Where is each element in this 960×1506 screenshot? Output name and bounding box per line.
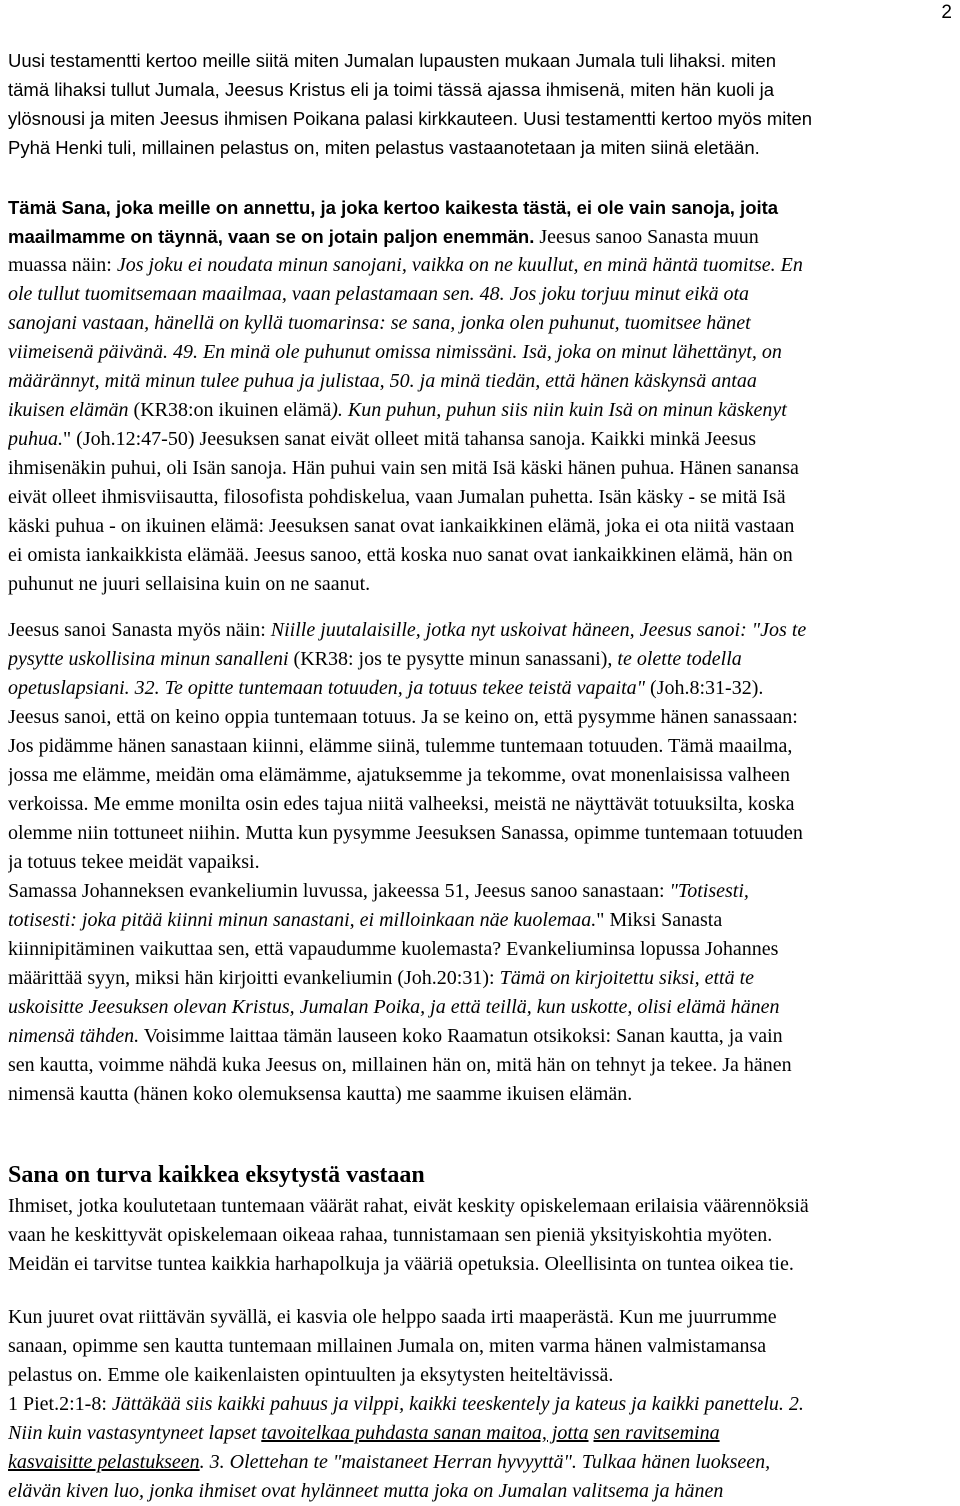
text-line: verkoissa. Me emme monilta osin edes tajua niitä valheeksi, meistä ne näyttävät totuuksilta, koska — [8, 793, 795, 815]
text-line: 1 Piet.2:1-8: Jättäkää siis kaikki pahuus ja vilppi, kaikki teeskentely ja kateus ja kaikki panettelu. 2. — [8, 1393, 804, 1415]
text-line: sanaan, opimme sen kautta tuntemaan millainen Jumala on, miten varma hänen valmistamansa — [8, 1335, 767, 1357]
text-line: viimeisenä päivänä. 49. En minä ole puhunut omissa nimissäni. Isä, joka on minut lähettänyt, on — [8, 341, 782, 363]
text-line: puhua." (Joh.12:47-50) Jeesuksen sanat eivät olleet mitä tahansa sanoja. Kaikki minkä Jeesus — [8, 428, 756, 450]
page-number: 2 — [941, 2, 952, 23]
text-line: pysytte uskollisina minun sanalleni (KR38: jos te pysytte minun sanassani), te olette todella — [8, 648, 742, 670]
text-line: nimensä tähden. Voisimme laittaa tämän lauseen koko Raamatun otsikoksi: Sanan kautta, ja vain — [8, 1025, 783, 1047]
text-line: uskoisitte Jeesuksen olevan Kristus, Jumalan Poika, ja että teillä, kun uskotte, olisi elämä hänen — [8, 996, 780, 1018]
text-line: Niin kuin vastasyntyneet lapset tavoitelkaa puhdasta sanan maitoa, jotta sen ravitsemina — [8, 1422, 720, 1444]
text-line: ei omista iankaikkista elämää. Jeesus sanoo, että koska nuo sanat ovat iankaikkinen elämä, hän on — [8, 544, 793, 566]
paragraph-truth — [8, 616, 956, 1109]
text-line: kiinnipitäminen vaikuttaa sen, että vapaudumme kuolemasta? Evankeliuminsa lopussa Johannes — [8, 938, 779, 960]
paragraph-word — [8, 193, 956, 599]
text-line: ikuisen elämän (KR38:on ikuinen elämä). Kun puhun, puhun siis niin kuin Isä on minun käskenyt — [8, 399, 787, 421]
text-line: totisesti: joka pitää kiinni minun sanastani, ei milloinkaan näe kuolemaa." Miksi Sanasta — [8, 909, 723, 931]
text-line: pelastus on. Emme ole kaikenlaisten opintuulten ja eksytysten heiteltävissä. — [8, 1364, 614, 1386]
text-line: maailmamme on täynnä, vaan se on jotain paljon enemmän. Jeesus sanoo Sanasta muun — [8, 226, 759, 248]
paragraph-counterfeit — [8, 1192, 956, 1279]
text-line: sen kautta, voimme nähdä kuka Jeesus on, millainen hän on, mitä hän on tehnyt ja tekee. Ja hänen — [8, 1054, 792, 1076]
text-line: vaan he keskittyvät opiskelemaan oikeaa rahaa, tunnistamaan sen pieniä yksityiskohtia myöten. — [8, 1224, 773, 1246]
section-heading: Sana on turva kaikkea eksytystä vastaan — [8, 1162, 425, 1188]
text-line: Meidän ei tarvitse tuntea kaikkia harhapolkuja ja vääriä opetuksia. Oleellisinta on tuntea oikea tie. — [8, 1253, 794, 1275]
paragraph-roots — [8, 1303, 956, 1506]
text-line: Jos pidämme hänen sanastaan kiinni, elämme siinä, tulemme tuntemaan totuuden. Tämä maailma, — [8, 735, 793, 757]
text-line: nimensä kautta (hänen koko olemuksensa kautta) me saamme ikuisen elämän. — [8, 1083, 633, 1105]
text-line: Samassa Johanneksen evankeliumin luvussa, jakeessa 51, Jeesus sanoo sanastaan: "Totisesti, — [8, 880, 749, 902]
text-line: Jeesus sanoi Sanasta myös näin: Niille juutalaisille, jotka nyt uskoivat häneen, Jeesus sanoi: "Jos te — [8, 619, 807, 641]
text-line: Pyhä Henki tuli, millainen pelastus on, miten pelastus vastaanotetaan ja miten siinä eletään. — [8, 137, 760, 158]
text-line: jossa me elämme, meidän oma elämämme, ajatuksemme ja tekomme, ovat monenlaisissa valheen — [8, 764, 790, 786]
text-line: kasvaisitte pelastukseen. 3. Olettehan te "maistaneet Herran hyvyyttä". Tulkaa hänen luokseen, — [8, 1451, 771, 1473]
text-line: ylösnousi ja miten Jeesus ihmisen Poikana palasi kirkkauteen. Uusi testamentti kertoo myös miten — [8, 108, 813, 129]
paragraph-intro — [8, 46, 956, 162]
text-line: käski puhua - on ikuinen elämä: Jeesuksen sanat ovat iankaikkinen elämä, joka ei ota niitä vastaan — [8, 515, 795, 537]
text-line: määrännyt, mitä minun tulee puhua ja julistaa, 50. ja minä tiedän, että hänen käskynsä antaa — [8, 370, 757, 392]
text-line: määrittää syyn, miksi hän kirjoitti evankeliumin (Joh.20:31): Tämä on kirjoitettu siksi, että te — [8, 967, 755, 989]
text-line: eivät olleet ihmisviisautta, filosofista pohdiskelua, vaan Jumalan puhetta. Isän käsky - se mitä Isä — [8, 486, 786, 508]
text-line: ihmisenäkin puhui, oli Isän sanoja. Hän puhui vain sen mitä Isä käski hänen puhua. Hänen sanansa — [8, 457, 799, 479]
text-line: opetuslapsiani. 32. Te opitte tuntemaan totuuden, ja totuus tekee teistä vapaita" (Joh.8:31-32). — [8, 677, 764, 699]
text-line: sanojani vastaan, hänellä on kyllä tuomarinsa: se sana, jonka olen puhunut, tuomitsee hänet — [8, 312, 751, 334]
text-line: olemme niin tottuneet niihin. Mutta kun pysymme Jeesuksen Sanassa, opimme tuntemaan totuuden — [8, 822, 803, 844]
text-line: puhunut ne juuri sellaisina kuin on ne saanut. — [8, 573, 371, 595]
text-line: ja totuus tekee meidät vapaiksi. — [8, 851, 260, 873]
text-line: tämä lihaksi tullut Jumala, Jeesus Kristus eli ja toimi tässä ajassa ihmisenä, miten hän kuoli ja — [8, 79, 775, 100]
text-line: Kun juuret ovat riittävän syvällä, ei kasvia ole helppo saada irti maaperästä. Kun me juurrumme — [8, 1306, 777, 1328]
text-line: muassa näin: Jos joku ei noudata minun sanojani, vaikka on ne kuullut, en minä häntä tuomitse. En — [8, 254, 803, 276]
text-line: ole tullut tuomitsemaan maailmaa, vaan pelastamaan sen. 48. Jos joku torjuu minut eikä ota — [8, 283, 750, 305]
text-line: Jeesus sanoi, että on keino oppia tuntemaan totuus. Ja se keino on, että pysymme hänen sanassaan: — [8, 706, 798, 728]
text-line: elävän kiven luo, jonka ihmiset ovat hylänneet mutta joka on Jumalan valitsema ja hänen — [8, 1480, 724, 1502]
text-line: Tämä Sana, joka meille on annettu, ja joka kertoo kaikesta tästä, ei ole vain sanoja, joita — [8, 197, 779, 218]
text-line: Ihmiset, jotka koulutetaan tuntemaan väärät rahat, eivät keskity opiskelemaan erilaisia väärennöksiä — [8, 1195, 809, 1217]
text-line: Uusi testamentti kertoo meille siitä miten Jumalan lupausten mukaan Jumala tuli lihaksi. miten — [8, 50, 777, 71]
